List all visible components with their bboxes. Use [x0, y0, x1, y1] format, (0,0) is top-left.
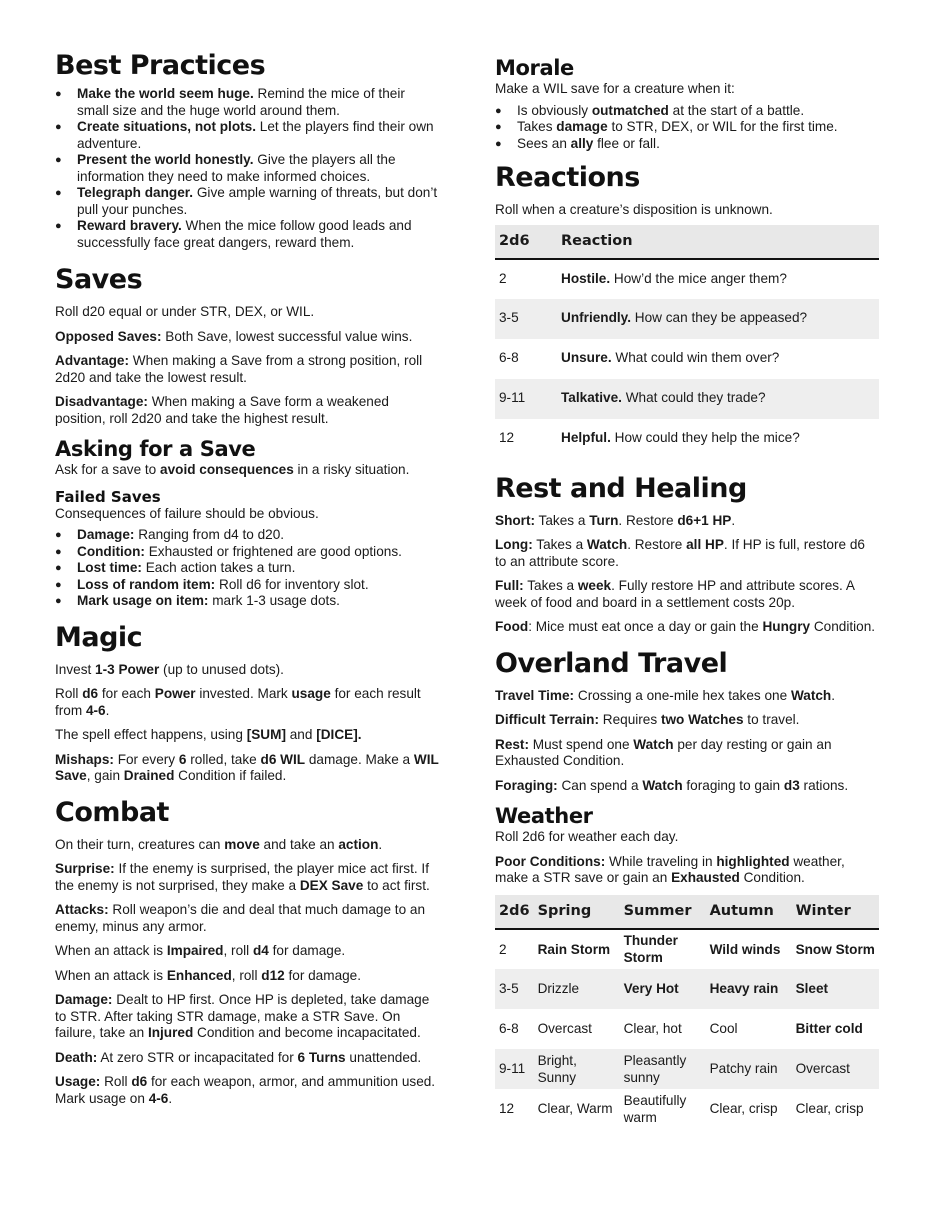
disadvantage-text: Disadvantage: When making a Save form a weakened position, roll 2d20 and take the highest result.: [55, 394, 389, 426]
table-cell: Overcast: [792, 1049, 879, 1089]
table-header: 2d6: [495, 225, 557, 259]
combat-impaired-text: When an attack is Impaired, roll d4 for damage.: [55, 943, 346, 958]
table-cell: Rain Storm: [537, 941, 611, 957]
rest-short-text: Short: Takes a Turn. Restore d6+1 HP.: [495, 512, 736, 528]
table-header: 2d6: [495, 895, 534, 929]
combat-heading: Combat: [55, 796, 169, 828]
list-item: ● Create situations, not plots. Let the players find their own adventure.: [55, 119, 440, 152]
table-cell: 12: [499, 1101, 515, 1116]
table-cell: Unfriendly. How can they be appeased?: [557, 299, 879, 339]
morale-list: [495, 103, 879, 153]
table-header: Spring: [534, 895, 620, 929]
table-cell: Clear, crisp: [709, 1101, 778, 1116]
combat-attacks-text: Attacks: Roll weapon’s die and deal that much damage to an enemy, minus any armor.: [55, 902, 426, 934]
list-item: ● Make the world seem huge. Remind the mice of their small size and the huge world around them.: [55, 86, 440, 119]
table-cell: Clear, hot: [623, 1021, 682, 1036]
table-row: [495, 379, 879, 419]
table-cell: 6-8: [499, 1021, 519, 1036]
weather-table: [495, 895, 879, 1129]
list-item: ● Takes damage to STR, DEX, or WIL for the first time.: [495, 119, 879, 136]
poor-conditions-text: Poor Conditions: While traveling in highlighted weather, make a STR save or gain an Exhausted Condition.: [495, 853, 845, 885]
table-header: Autumn: [706, 895, 792, 929]
morale-heading: Morale: [495, 56, 574, 80]
travel-time-text: Travel Time: Crossing a one-mile hex takes one Watch.: [495, 687, 836, 703]
rest-long-text: Long: Takes a Watch. Restore all HP. If HP is full, restore d6 to an attribute score.: [495, 537, 865, 569]
magic-mishaps-text: Mishaps: For every 6 rolled, take d6 WIL damage. Make a WIL Save, gain Drained Condition if failed.: [55, 751, 439, 783]
table-cell: Very Hot: [620, 969, 706, 1009]
table-row: [495, 299, 879, 339]
table-cell: Beautifully warm: [623, 1092, 687, 1125]
best-practices-list: [55, 86, 440, 251]
opposed-saves-text: Opposed Saves: Both Save, lowest successful value wins.: [55, 328, 413, 344]
table-cell: Sleet: [792, 969, 879, 1009]
magic-heading: Magic: [55, 621, 143, 653]
table-cell: Bright, Sunny: [534, 1049, 620, 1089]
table-cell: Cool: [709, 1021, 738, 1036]
table-row: [495, 259, 879, 299]
table-cell: 2: [499, 941, 507, 957]
combat-turn-text: On their turn, creatures can move and take an action.: [55, 836, 383, 852]
table-row: [495, 1089, 879, 1129]
combat-usage-text: Usage: Roll d6 for each weapon, armor, and ammunition used. Mark usage on 4-6.: [55, 1074, 436, 1106]
table-cell: Thunder Storm: [623, 933, 678, 965]
combat-enhanced-text: When an attack is Enhanced, roll d12 for damage.: [55, 967, 362, 983]
best-practices-heading: Best Practices: [55, 50, 266, 81]
table-cell: 12: [499, 430, 515, 446]
table-cell: 3-5: [495, 299, 557, 339]
failed-saves-heading: Failed Saves: [55, 487, 161, 506]
table-row: [495, 1049, 879, 1089]
list-item: ● Damage: Ranging from d4 to d20.: [55, 527, 440, 544]
table-row: [495, 339, 879, 379]
travel-rest-text: Rest: Must spend one Watch per day resting or gain an Exhausted Condition.: [495, 736, 832, 768]
rest-food-text: Food: Mice must eat once a day or gain the Hungry Condition.: [495, 619, 876, 634]
table-cell: Wild winds: [709, 941, 781, 957]
table-cell: 6-8: [499, 350, 519, 366]
list-item: ● Mark usage on item: mark 1-3 usage dots.: [55, 593, 440, 610]
list-item: ● Is obviously outmatched at the start of a battle.: [495, 103, 879, 120]
list-item: ● Sees an ally flee or fall.: [495, 136, 879, 153]
failed-saves-intro: Consequences of failure should be obvious.: [55, 505, 319, 521]
morale-intro: Make a WIL save for a creature when it:: [495, 81, 735, 96]
table-cell: Heavy rain: [706, 969, 792, 1009]
rest-full-text: Full: Takes a week. Fully restore HP and attribute scores. A week of food and board in a settlement costs 20p.: [495, 578, 855, 610]
table-header-row: [495, 225, 879, 259]
table-cell: Talkative. What could they trade?: [557, 379, 879, 419]
reactions-heading: Reactions: [495, 162, 640, 193]
table-cell: 9-11: [495, 379, 557, 419]
right-column: [495, 50, 879, 1129]
table-cell: Clear, Warm: [537, 1101, 613, 1116]
table-cell: Unsure. What could win them over?: [561, 350, 780, 366]
table-cell: 2: [499, 270, 507, 286]
advantage-text: Advantage: When making a Save from a strong position, roll 2d20 and take the lowest result.: [55, 353, 423, 385]
table-cell: Overcast: [537, 1021, 592, 1036]
table-cell: Patchy rain: [706, 1049, 792, 1089]
table-cell: Snow Storm: [795, 941, 875, 957]
left-column: [55, 50, 440, 1107]
weather-table-body: [495, 929, 879, 1129]
table-row: [495, 969, 879, 1009]
combat-surprise-text: Surprise: If the enemy is surprised, the player mice act first. If the enemy is not surprised, they make a DEX Save to act first.: [55, 861, 430, 893]
table-cell: Pleasantly sunny: [620, 1049, 706, 1089]
list-item: ● Lost time: Each action takes a turn.: [55, 560, 440, 577]
list-item: ● Present the world honestly. Give the players all the information they need to make informed choices.: [55, 152, 440, 185]
table-header: Winter: [792, 895, 879, 929]
difficult-terrain-text: Difficult Terrain: Requires two Watches to travel.: [495, 712, 800, 727]
table-header: Reaction: [557, 225, 879, 259]
list-item: ● Loss of random item: Roll d6 for inventory slot.: [55, 577, 440, 594]
table-header: Summer: [620, 895, 706, 929]
table-cell: Clear, crisp: [795, 1101, 864, 1116]
list-item: ● Condition: Exhausted or frightened are good options.: [55, 544, 440, 561]
rest-healing-heading: Rest and Healing: [495, 472, 747, 504]
weather-intro: Roll 2d6 for weather each day.: [495, 829, 679, 844]
failed-saves-list: [55, 527, 440, 610]
asking-for-save-text: Ask for a save to avoid consequences in a risky situation.: [55, 462, 410, 477]
saves-heading: Saves: [55, 264, 143, 295]
table-cell: Drizzle: [534, 969, 620, 1009]
table-cell: Bitter cold: [795, 1021, 863, 1036]
foraging-text: Foraging: Can spend a Watch foraging to gain d3 rations.: [495, 777, 849, 793]
list-item: ● Telegraph danger. Give ample warning of threats, but don’t pull your punches.: [55, 185, 440, 218]
reactions-table: [495, 225, 879, 459]
overland-travel-heading: Overland Travel: [495, 647, 728, 679]
list-item: ● Reward bravery. When the mice follow good leads and successfully face great dangers, reward them.: [55, 218, 440, 251]
table-cell: 3-5: [495, 969, 534, 1009]
table-row: [495, 929, 879, 969]
weather-heading: Weather: [495, 804, 593, 828]
saves-intro: Roll d20 equal or under STR, DEX, or WIL.: [55, 304, 315, 319]
table-cell: Helpful. How could they help the mice?: [561, 430, 800, 446]
table-row: [495, 1009, 879, 1049]
table-header-row: [495, 895, 879, 929]
combat-damage-text: Damage: Dealt to HP first. Once HP is depleted, take damage to STR. After taking STR damage, make a STR Save. On failure, take an Injured Condition and become incapacitated.: [55, 992, 430, 1040]
magic-effect-text: The spell effect happens, using [SUM] and [DICE].: [55, 727, 362, 742]
magic-invest-text: Invest 1-3 Power (up to unused dots).: [55, 661, 284, 677]
magic-roll-text: Roll d6 for each Power invested. Mark usage for each result from 4-6.: [55, 686, 421, 718]
asking-for-save-heading: Asking for a Save: [55, 437, 256, 461]
table-cell: 9-11: [495, 1049, 534, 1089]
reactions-intro: Roll when a creature’s disposition is unknown.: [495, 202, 773, 217]
combat-death-text: Death: At zero STR or incapacitated for 6 Turns unattended.: [55, 1049, 422, 1065]
table-cell: Hostile. How’d the mice anger them?: [561, 270, 787, 286]
table-row: [495, 419, 879, 459]
